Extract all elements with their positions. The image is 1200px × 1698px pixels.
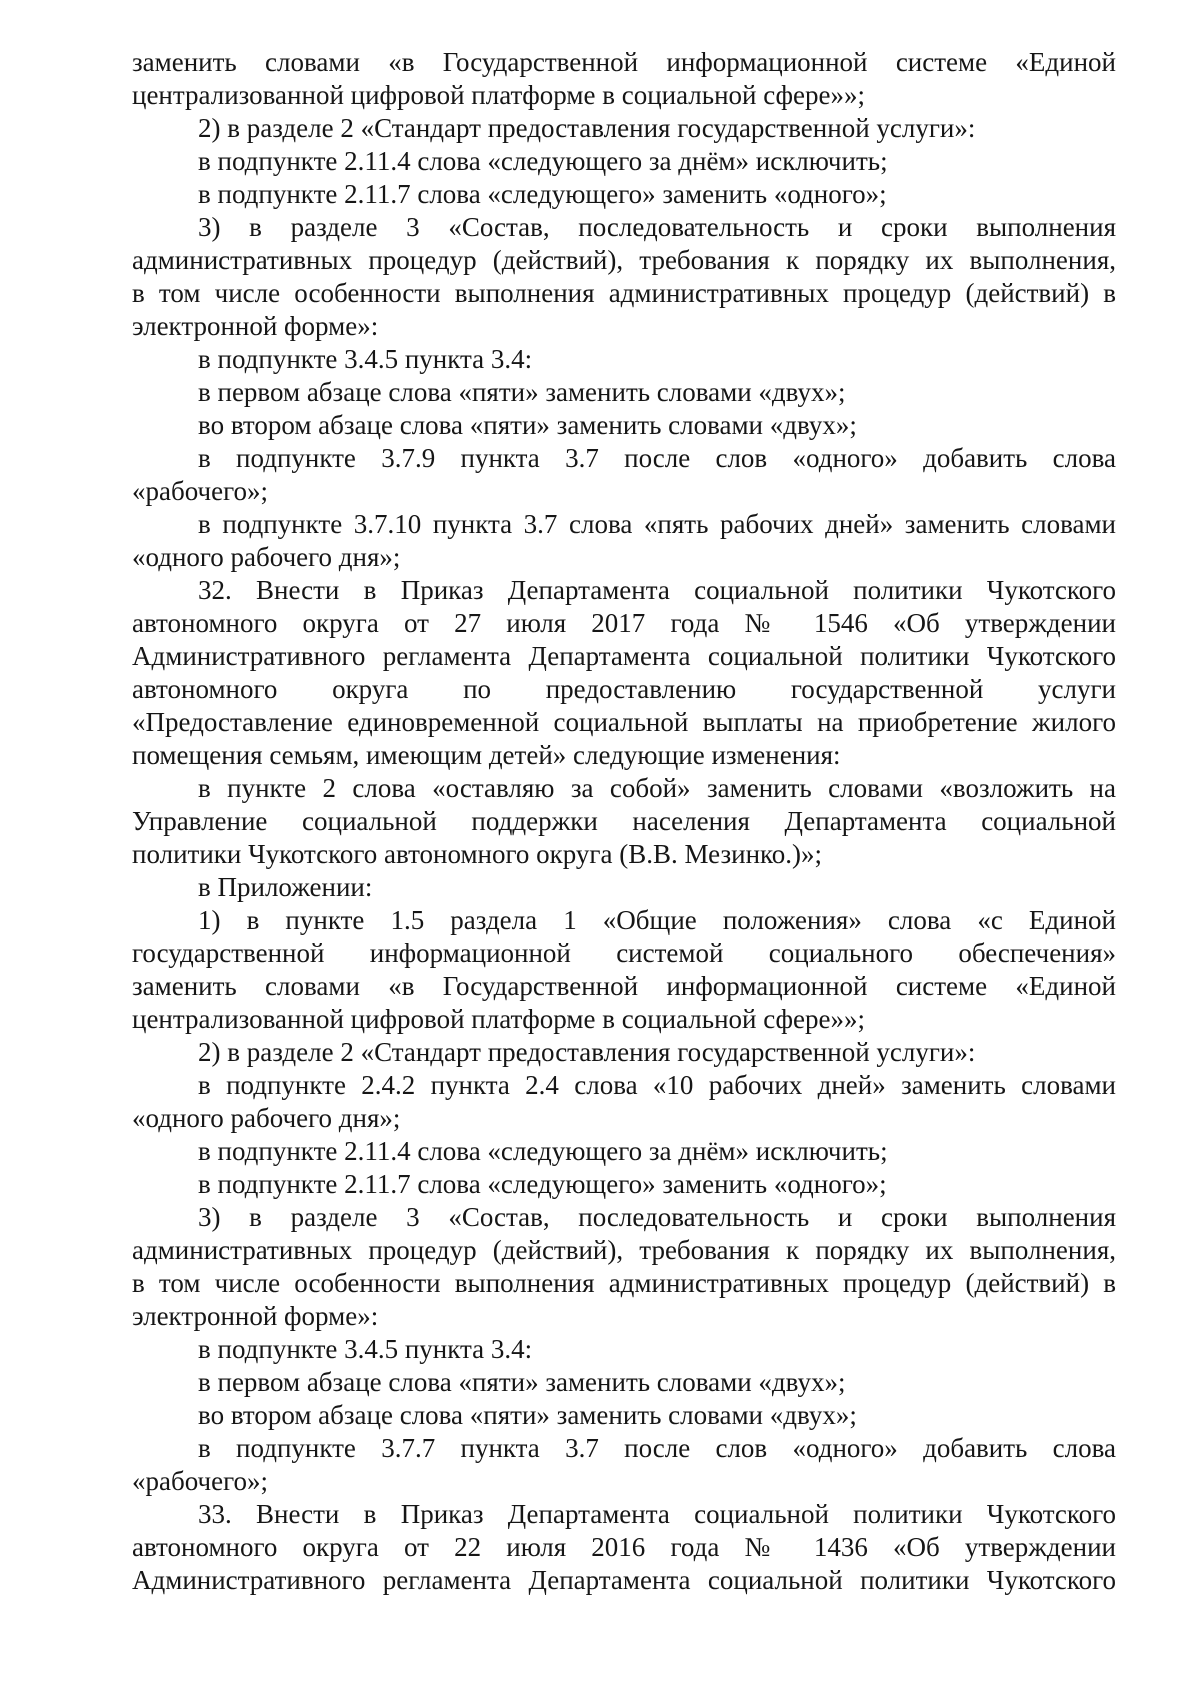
text-line: административных процедур (действий), требования к порядку их выполнения, bbox=[132, 1235, 1116, 1265]
text-line: помещения семьям, имеющим детей» следующие изменения: bbox=[132, 740, 841, 770]
text-line: «Предоставление единовременной социальной выплаты на приобретение жилого bbox=[132, 707, 1116, 737]
text-line: в том числе особенности выполнения административных процедур (действий) в bbox=[132, 278, 1116, 308]
paragraph bbox=[132, 376, 1116, 409]
paragraph bbox=[132, 46, 1116, 112]
paragraph bbox=[132, 1201, 1116, 1333]
paragraph bbox=[132, 442, 1116, 508]
paragraph bbox=[132, 145, 1116, 178]
text-line: 3) в разделе 3 «Состав, последовательность и сроки выполнения bbox=[198, 1202, 1116, 1232]
text-line: 2) в разделе 2 «Стандарт предоставления государственной услуги»: bbox=[198, 1037, 976, 1067]
text-line: «одного рабочего дня»; bbox=[132, 1103, 401, 1133]
text-line: Управление социальной поддержки населения Департамента социальной bbox=[132, 806, 1116, 836]
paragraph bbox=[132, 1498, 1116, 1597]
text-line: во втором абзаце слова «пяти» заменить словами «двух»; bbox=[198, 1400, 857, 1430]
paragraph bbox=[132, 178, 1116, 211]
text-line: в подпункте 2.11.7 слова «следующего» заменить «одного»; bbox=[198, 1169, 887, 1199]
paragraph bbox=[132, 574, 1116, 772]
text-line: в подпункте 2.11.4 слова «следующего за днём» исключить; bbox=[198, 1136, 888, 1166]
text-line: автономного округа от 22 июля 2016 года № 1436 «Об утверждении bbox=[132, 1532, 1116, 1562]
paragraph bbox=[132, 1168, 1116, 1201]
text-line: государственной информационной системой социального обеспечения» bbox=[132, 938, 1116, 968]
text-line: 2) в разделе 2 «Стандарт предоставления государственной услуги»: bbox=[198, 113, 976, 143]
text-line: в пункте 2 слова «оставляю за собой» заменить словами «возложить на bbox=[198, 773, 1116, 803]
text-line: в том числе особенности выполнения административных процедур (действий) в bbox=[132, 1268, 1116, 1298]
document-body bbox=[132, 46, 1116, 1597]
text-line: 33. Внести в Приказ Департамента социальной политики Чукотского bbox=[198, 1499, 1116, 1529]
text-line: автономного округа по предоставлению государственной услуги bbox=[132, 674, 1116, 704]
text-line: в подпункте 3.7.9 пункта 3.7 после слов «одного» добавить слова bbox=[198, 443, 1116, 473]
text-line: 32. Внести в Приказ Департамента социальной политики Чукотского bbox=[198, 575, 1116, 605]
paragraph bbox=[132, 871, 1116, 904]
text-line: «рабочего»; bbox=[132, 476, 268, 506]
paragraph bbox=[132, 904, 1116, 1036]
text-line: заменить словами «в Государственной информационной системе «Единой bbox=[132, 47, 1116, 77]
text-line: заменить словами «в Государственной информационной системе «Единой bbox=[132, 971, 1116, 1001]
paragraph bbox=[132, 1333, 1116, 1366]
text-line: электронной форме»: bbox=[132, 1301, 379, 1331]
text-line: Административного регламента Департамента социальной политики Чукотского bbox=[132, 1565, 1116, 1595]
text-line: в Приложении: bbox=[198, 872, 373, 902]
paragraph bbox=[132, 1069, 1116, 1135]
paragraph bbox=[132, 409, 1116, 442]
text-line: централизованной цифровой платформе в социальной сфере»»; bbox=[132, 80, 866, 110]
text-line: в подпункте 3.4.5 пункта 3.4: bbox=[198, 344, 533, 374]
text-line: в подпункте 2.11.7 слова «следующего» заменить «одного»; bbox=[198, 179, 887, 209]
paragraph bbox=[132, 1036, 1116, 1069]
paragraph bbox=[132, 1432, 1116, 1498]
text-line: 3) в разделе 3 «Состав, последовательность и сроки выполнения bbox=[198, 212, 1116, 242]
text-line: Административного регламента Департамента социальной политики Чукотского bbox=[132, 641, 1116, 671]
text-line: в подпункте 2.11.4 слова «следующего за днём» исключить; bbox=[198, 146, 888, 176]
text-line: в подпункте 3.4.5 пункта 3.4: bbox=[198, 1334, 533, 1364]
paragraph bbox=[132, 112, 1116, 145]
paragraph bbox=[132, 1135, 1116, 1168]
text-line: автономного округа от 27 июля 2017 года № 1546 «Об утверждении bbox=[132, 608, 1116, 638]
text-line: административных процедур (действий), требования к порядку их выполнения, bbox=[132, 245, 1116, 275]
text-line: в подпункте 3.7.10 пункта 3.7 слова «пять рабочих дней» заменить словами bbox=[198, 509, 1116, 539]
text-line: в подпункте 3.7.7 пункта 3.7 после слов «одного» добавить слова bbox=[198, 1433, 1116, 1463]
text-line: в первом абзаце слова «пяти» заменить словами «двух»; bbox=[198, 1367, 846, 1397]
paragraph bbox=[132, 343, 1116, 376]
text-line: во втором абзаце слова «пяти» заменить словами «двух»; bbox=[198, 410, 857, 440]
paragraph bbox=[132, 1399, 1116, 1432]
text-line: электронной форме»: bbox=[132, 311, 379, 341]
text-line: 1) в пункте 1.5 раздела 1 «Общие положения» слова «с Единой bbox=[198, 905, 1116, 935]
text-line: «одного рабочего дня»; bbox=[132, 542, 401, 572]
paragraph bbox=[132, 211, 1116, 343]
paragraph bbox=[132, 772, 1116, 871]
text-line: в подпункте 2.4.2 пункта 2.4 слова «10 рабочих дней» заменить словами bbox=[198, 1070, 1116, 1100]
text-line: централизованной цифровой платформе в социальной сфере»»; bbox=[132, 1004, 866, 1034]
text-line: политики Чукотского автономного округа (В.В. Мезинко.)»; bbox=[132, 839, 823, 869]
paragraph bbox=[132, 508, 1116, 574]
paragraph bbox=[132, 1366, 1116, 1399]
text-line: «рабочего»; bbox=[132, 1466, 268, 1496]
text-line: в первом абзаце слова «пяти» заменить словами «двух»; bbox=[198, 377, 846, 407]
